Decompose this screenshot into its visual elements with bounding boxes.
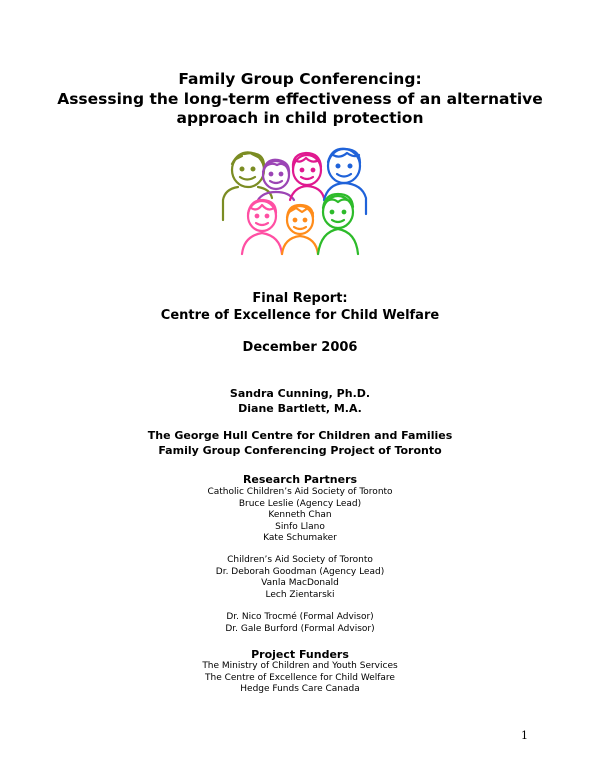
list-item: Kenneth Chan bbox=[268, 510, 332, 521]
list-item: The Centre of Excellence for Child Welfare bbox=[205, 672, 395, 683]
list-item: Dr. Gale Burford (Formal Advisor) bbox=[225, 623, 375, 634]
list-item: Bruce Leslie (Agency Lead) bbox=[238, 498, 362, 509]
face-green-icon bbox=[318, 194, 358, 254]
list-item: Children’s Aid Society of Toronto bbox=[227, 555, 373, 565]
research-partners-heading: Research Partners bbox=[242, 473, 358, 486]
list-item: Vanla MacDonald bbox=[261, 578, 339, 589]
title-line-1: Family Group Conferencing: bbox=[178, 70, 422, 88]
title-line-3: approach in child protection bbox=[176, 109, 424, 127]
report-line-1: Final Report: bbox=[252, 291, 348, 306]
report-date: December 2006 bbox=[242, 340, 358, 355]
organization: The George Hull Centre for Children and Families bbox=[147, 429, 453, 442]
title-line-2: Assessing the long-term effectiveness of an alternative bbox=[57, 89, 543, 108]
face-magenta-icon bbox=[290, 153, 324, 200]
list-item: Hedge Funds Care Canada bbox=[240, 684, 360, 695]
report-type bbox=[0, 290, 600, 324]
face-pink-icon bbox=[242, 200, 282, 254]
list-item: The Ministry of Children and Youth Services bbox=[202, 661, 398, 671]
report-line-2: Centre of Excellence for Child Welfare bbox=[160, 308, 440, 323]
list-item: Sinfo Llano bbox=[275, 521, 325, 532]
page-number: 1 bbox=[521, 729, 528, 742]
list-item: Kate Schumaker bbox=[263, 533, 337, 544]
family-group-logo-icon bbox=[220, 142, 380, 260]
list-item: Catholic Children’s Aid Society of Toronto bbox=[207, 487, 393, 497]
face-olive-icon bbox=[223, 152, 272, 220]
face-blue-icon bbox=[324, 149, 366, 214]
list-item: Dr. Deborah Goodman (Agency Lead) bbox=[215, 566, 385, 577]
partner-group-catholic bbox=[0, 487, 600, 545]
authors bbox=[0, 386, 600, 416]
author: Sandra Cunning, Ph.D. bbox=[229, 387, 371, 400]
list-item: Dr. Nico Trocmé (Formal Advisor) bbox=[226, 612, 374, 622]
list-item: Lech Zientarski bbox=[265, 589, 335, 600]
partner-group-cas bbox=[0, 555, 600, 601]
face-orange-icon bbox=[282, 205, 318, 254]
organization: Family Group Conferencing Project of Toronto bbox=[158, 443, 442, 457]
author: Diane Bartlett, M.A. bbox=[238, 402, 362, 415]
funders-list bbox=[0, 661, 600, 696]
report-title bbox=[0, 70, 600, 129]
partner-group-advisors bbox=[0, 612, 600, 635]
project-funders-heading: Project Funders bbox=[251, 648, 349, 661]
organizations bbox=[0, 429, 600, 458]
